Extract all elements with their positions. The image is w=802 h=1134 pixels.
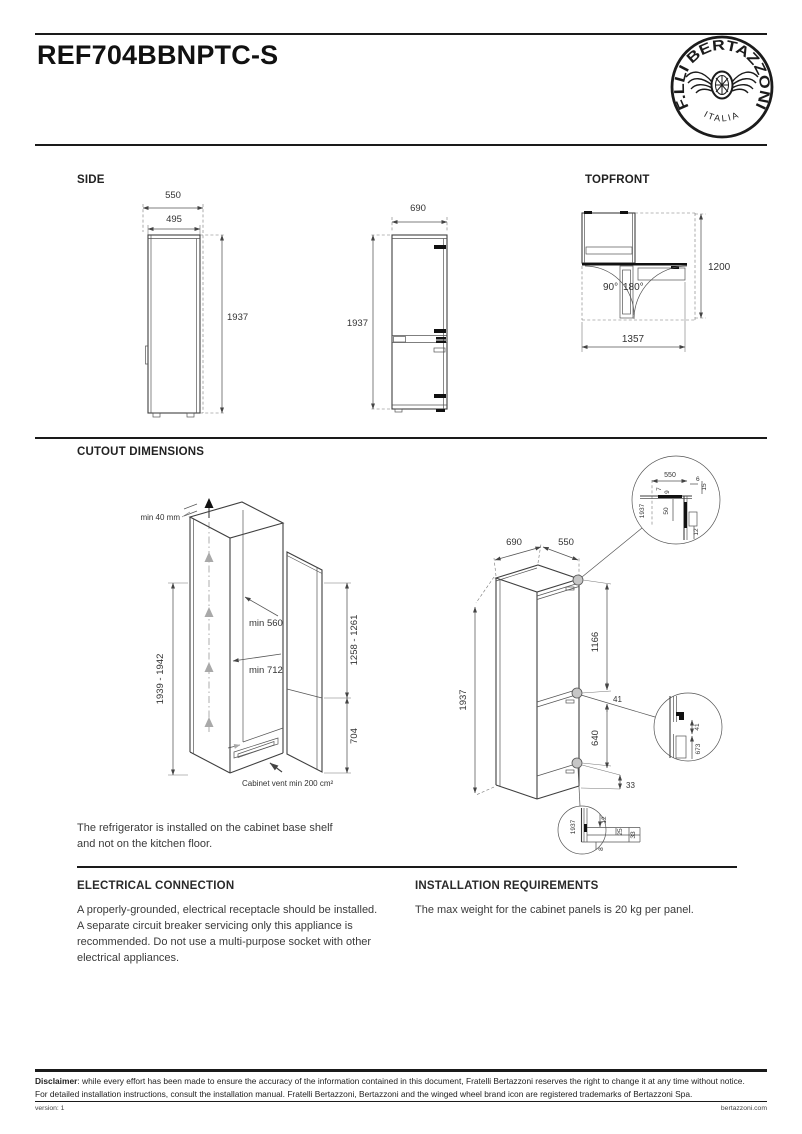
- bottom-gap-label: 33: [626, 781, 635, 790]
- detail-bottom-12-label: 12: [601, 816, 608, 824]
- detail-top-width-label: 550: [664, 472, 676, 479]
- detail-top-9-label: 9: [664, 490, 671, 494]
- footer-thin-rule: [35, 1101, 767, 1102]
- topfront-section-label: TOPFRONT: [585, 174, 650, 186]
- detail-top-12-label: 12: [693, 528, 700, 536]
- lower-door-label: 640: [590, 730, 601, 746]
- electrical-body: A properly-grounded, electrical receptacle should be installed. A separate circuit breaker servicing only this appliance is recommended. Do not use a multi-purpose socket with other electrical appliances.: [77, 904, 378, 964]
- cutout-note-line2: and not on the kitchen floor.: [77, 837, 213, 850]
- swing-depth-label: 1200: [708, 262, 731, 273]
- version-label: version: 1: [35, 1105, 65, 1112]
- logo-brand-text: F.LLI BERTAZZONI: [671, 37, 773, 113]
- detail-bottom-8-label: 8: [598, 847, 605, 851]
- cabinet-vent-label: Cabinet vent min 200 cm²: [242, 779, 334, 788]
- side-view-drawing: [130, 186, 250, 436]
- side-body-depth-label: 495: [166, 214, 182, 225]
- cutout-note: [77, 821, 407, 852]
- detail-circle-bottom: [558, 806, 640, 854]
- hinge-gap-label: 41: [613, 695, 622, 704]
- side-section-label: SIDE: [77, 174, 105, 186]
- winged-wheel-icon: [686, 72, 758, 99]
- upper-door-label: 1166: [590, 631, 601, 653]
- bertazzoni-logo-icon: [666, 33, 778, 143]
- appliance-outline: [496, 565, 583, 799]
- front-height-label: 1937: [346, 318, 368, 329]
- side-dimensions: [143, 190, 248, 413]
- header-bottom-rule: [35, 144, 767, 146]
- niche-height-range-label: 1939 - 1942: [155, 653, 166, 705]
- side-overall-width-label: 550: [165, 190, 181, 201]
- cabinet-outline: [190, 502, 322, 773]
- min-depth-label: min 560: [249, 618, 283, 629]
- detail-circle-top: [632, 456, 720, 544]
- detail-top-height-label: 1937: [639, 503, 646, 519]
- disclaimer-line1: [35, 1075, 767, 1088]
- website-link[interactable]: bertazzoni.com: [720, 1105, 767, 1112]
- detail-top-50-label: 50: [663, 507, 670, 515]
- appliance-width-label: 690: [506, 537, 522, 548]
- appliance-top-dimensions: [494, 537, 579, 577]
- appliance-height-label: 1937: [458, 689, 469, 711]
- front-width-label: 690: [410, 203, 426, 214]
- front-body-outline: [392, 235, 447, 412]
- topfront-doors: [585, 263, 687, 319]
- detail-top-6-label: 6: [696, 476, 700, 483]
- cutout-cabinet-drawing: [100, 480, 420, 810]
- cutout-note-line1: The refrigerator is installed on the cabinet base shelf: [77, 822, 333, 834]
- detail-top-7-label: 7: [656, 487, 663, 491]
- swing-width-label: 1357: [621, 334, 645, 345]
- header-top-rule: [35, 33, 767, 35]
- detail-bottom-33-label: 33: [630, 831, 637, 839]
- middle-hinge: [572, 688, 582, 698]
- disclaimer-line2: For detailed installation instructions, consult the installation manual. Fratelli Bertazzoni, Bertazzoni and the winged wheel brand icon are registered trademarks of Bertazzoni Spa.: [35, 1088, 693, 1099]
- side-body-outline: [146, 235, 201, 417]
- topfront-body: [582, 211, 635, 266]
- cutout-section-rule: [35, 437, 767, 439]
- front-dimensions: [347, 203, 447, 409]
- min-width-label: min 712: [249, 665, 283, 676]
- topfront-drawing: [575, 196, 790, 366]
- door-angle-180-label: 180°: [623, 282, 644, 293]
- detail-bottom-height-label: 1937: [570, 819, 577, 835]
- door-angle-90-label: 90°: [603, 282, 619, 293]
- disclaimer-text: [35, 1075, 767, 1100]
- footer-top-rule: [35, 1069, 767, 1072]
- text-section-rule: [77, 866, 737, 868]
- detail-leader-lines: [578, 528, 655, 806]
- cabinet-dimensions: [140, 504, 360, 788]
- disclaimer-line1-text: : while every effort has been made to ensure the accuracy of the information contained in this document, Fratelli Bertazzoni reserves the right to change it at any time without notice.: [77, 1076, 745, 1086]
- top-clearance-label: min 40 mm: [140, 513, 180, 522]
- side-height-label: 1937: [227, 312, 249, 323]
- electrical-heading: ELECTRICAL CONNECTION: [77, 880, 235, 892]
- detail-circle-middle: [654, 693, 722, 761]
- detail-top-15-label: 15: [701, 483, 708, 491]
- upper-niche-label: 1258 - 1261: [349, 614, 360, 666]
- installation-heading: INSTALLATION REQUIREMENTS: [415, 880, 599, 892]
- top-hinge: [573, 575, 583, 585]
- front-view-drawing: [330, 196, 520, 436]
- detail-bottom-25-label: 25: [617, 828, 624, 836]
- lower-niche-label: 704: [349, 728, 360, 744]
- appliance-depth-label: 550: [558, 537, 574, 548]
- bottom-hinge: [572, 758, 582, 768]
- cutout-appliance-drawing: [430, 450, 802, 870]
- disclaimer-label: Disclaimer: [35, 1076, 78, 1086]
- page-title: REF704BBNPTC-S: [37, 40, 279, 70]
- logo-country-text: ITALIA: [702, 109, 742, 124]
- appliance-side-dimensions: [458, 577, 635, 795]
- installation-body: The max weight for the cabinet panels is 20 kg per panel.: [415, 904, 694, 916]
- detail-mid-673-label: 673: [695, 743, 702, 755]
- cutout-section-label: CUTOUT DIMENSIONS: [77, 446, 205, 458]
- detail-mid-41-label: 41: [694, 723, 701, 731]
